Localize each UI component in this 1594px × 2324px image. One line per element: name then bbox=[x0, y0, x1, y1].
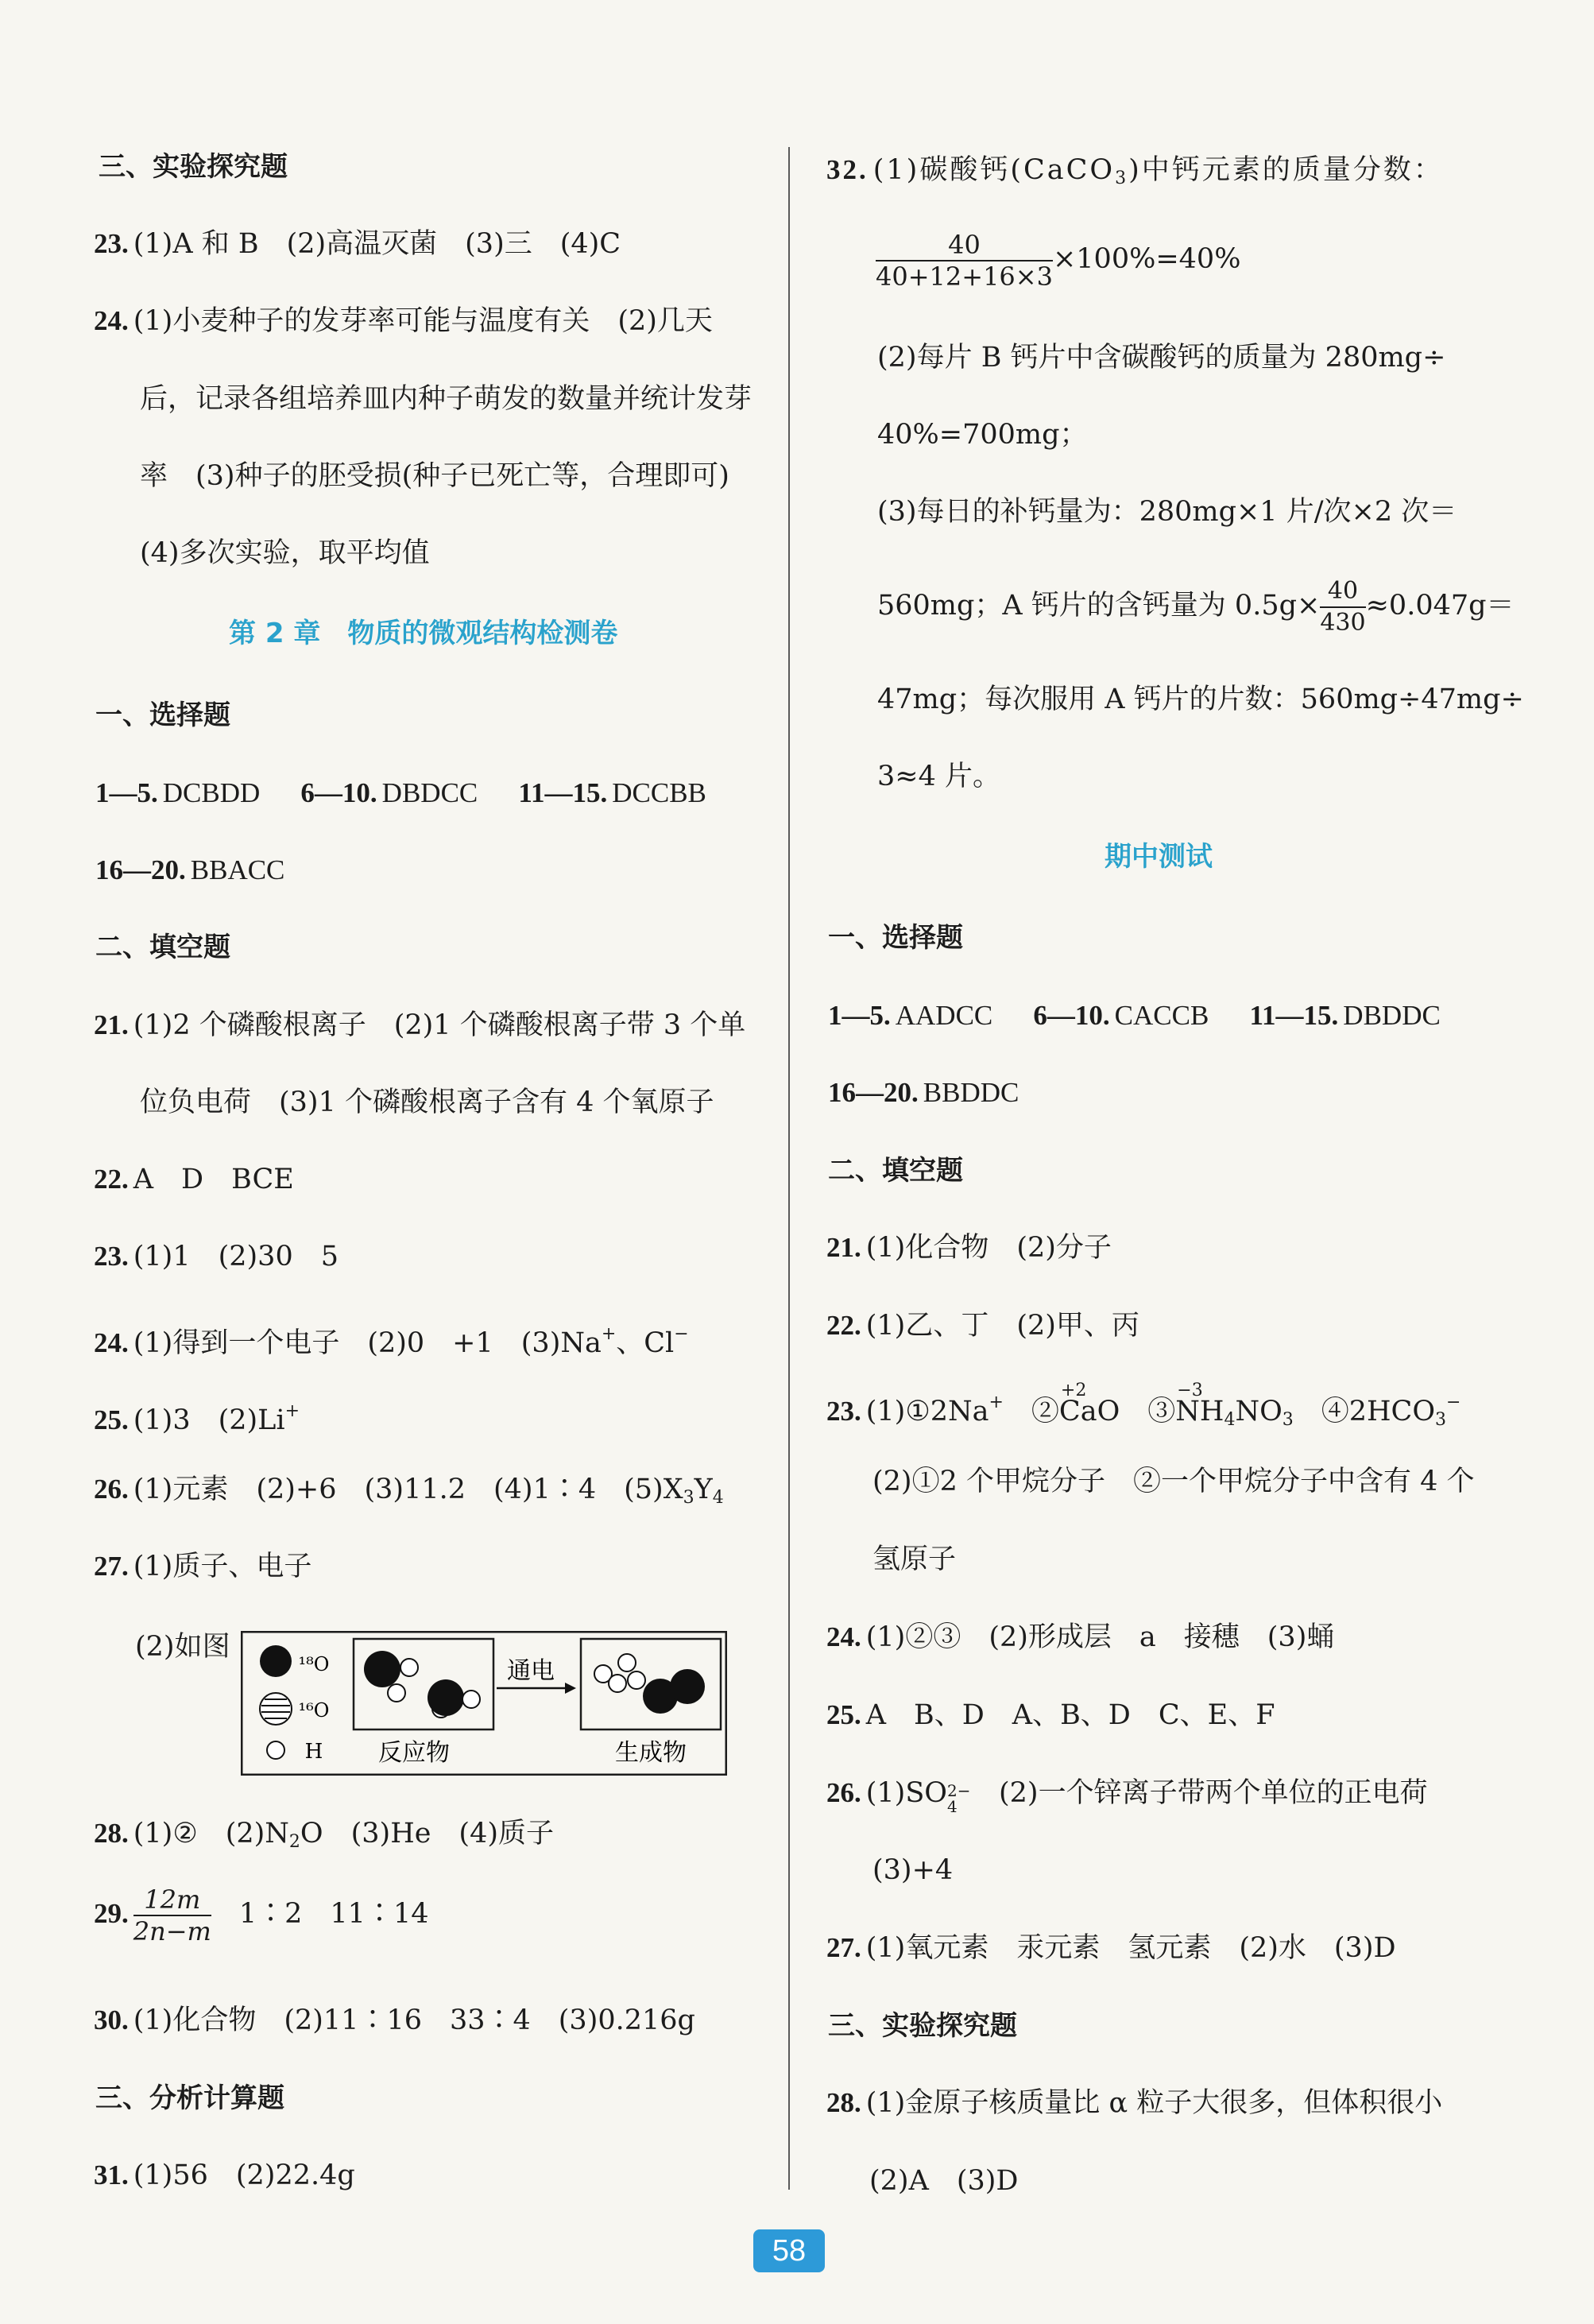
answer-21 bbox=[826, 1229, 1112, 1267]
oxidation-state bbox=[1058, 1381, 1120, 1431]
h-atom-icon bbox=[267, 1741, 284, 1759]
answer-text: (1)2 个磷酸根离子 (2)1 个磷酸根离子带 3 个单 bbox=[133, 1009, 746, 1041]
answer-23-line3: 氢原子 bbox=[872, 1544, 957, 1575]
question-number: 21. bbox=[94, 1009, 129, 1040]
answer-23 bbox=[94, 225, 621, 263]
fraction-denominator: 430 bbox=[1320, 608, 1366, 637]
answer-25 bbox=[94, 1392, 300, 1439]
answer-text: O (3)He (4)质子 bbox=[300, 1818, 555, 1850]
question-number: 25. bbox=[826, 1699, 861, 1730]
answer-text: ④2HCO bbox=[1293, 1396, 1436, 1427]
answer-text: (1)化合物 (2)分子 bbox=[865, 1232, 1112, 1264]
answer-27 bbox=[826, 1929, 1396, 1967]
answer-text: (1)碳酸钙(CaCO bbox=[872, 154, 1116, 186]
question-number: 28. bbox=[826, 2087, 861, 2118]
answer-28-line2: (2)A (3)D bbox=[869, 2165, 1019, 2197]
fraction-numerator: 40 bbox=[1320, 576, 1365, 608]
answer-27 bbox=[94, 1547, 311, 1586]
answer-29 bbox=[94, 1882, 428, 1946]
fraction bbox=[1320, 576, 1365, 638]
question-number: 23. bbox=[94, 1241, 129, 1272]
range-label: 6—10. bbox=[300, 777, 377, 808]
ion-charge bbox=[947, 1781, 971, 1816]
answer-text: (1)1 (2)30 5 bbox=[133, 1241, 339, 1272]
fraction bbox=[133, 1884, 211, 1946]
answer-text: BBACC bbox=[190, 854, 285, 885]
answer-text: 1∶2 11∶14 bbox=[211, 1898, 429, 1930]
question-number: 22. bbox=[94, 1164, 129, 1195]
charge-sup: + bbox=[989, 1392, 1004, 1412]
answer-24-line2: 后，记录各组培养皿内种子萌发的数量并统计发芽 bbox=[140, 383, 753, 415]
subscript: 4 bbox=[1224, 1410, 1236, 1430]
answer-text: (1)乙、丁 (2)甲、丙 bbox=[865, 1310, 1139, 1342]
answer-text: )中钙元素的质量分数： bbox=[1128, 154, 1444, 186]
answer-text: (1)3 (2)Li bbox=[133, 1404, 285, 1436]
question-number: 24. bbox=[94, 1327, 129, 1358]
answer-31 bbox=[94, 2156, 355, 2194]
range-label: 1—5. bbox=[828, 1000, 891, 1031]
page-number-badge: 58 bbox=[753, 2229, 825, 2272]
question-number: 22. bbox=[826, 1310, 861, 1341]
answer-32-line8: 3≈4 片。 bbox=[877, 761, 1000, 792]
answer-text: DCBDD bbox=[162, 777, 261, 808]
o18-atom-icon bbox=[260, 1645, 292, 1677]
answer-mc-16-20 bbox=[95, 851, 284, 889]
fraction-numerator: 12m bbox=[133, 1884, 211, 1916]
reactant-label: 反应物 bbox=[378, 1739, 450, 1767]
answer-text: CACCB bbox=[1114, 1000, 1209, 1031]
section-choice: 一、选择题 bbox=[95, 699, 230, 731]
o16-atom-icon bbox=[260, 1693, 292, 1725]
question-number: 24. bbox=[94, 305, 129, 336]
answer-text: NH bbox=[1175, 1396, 1225, 1427]
subscript: 2 bbox=[288, 1832, 300, 1852]
answer-28 bbox=[826, 2084, 1442, 2122]
question-number: 32. bbox=[826, 154, 869, 185]
answer-21-line2: 位负电荷 (3)1 个磷酸根离子含有 4 个氧原子 bbox=[140, 1086, 714, 1118]
answer-text: (2)一个锌离子带两个单位的正电荷 bbox=[971, 1777, 1428, 1809]
subscript: 3 bbox=[683, 1488, 694, 1508]
charge-sup: 2− bbox=[947, 1781, 971, 1800]
answer-text: (1)② (2)N bbox=[133, 1818, 289, 1850]
answer-mc-1-15 bbox=[828, 997, 1441, 1035]
answer-26 bbox=[94, 1470, 724, 1517]
answer-text: ③ bbox=[1120, 1396, 1176, 1427]
electrolysis-diagram bbox=[241, 1631, 727, 1776]
question-number: 31. bbox=[94, 2159, 129, 2190]
answer-30 bbox=[94, 2001, 695, 2039]
question-number: 29. bbox=[94, 1898, 129, 1929]
answer-22 bbox=[94, 1160, 294, 1199]
answer-text: (1)金原子核质量比 α 粒子大很多，但体积很小 bbox=[865, 2087, 1443, 2119]
answer-text: (1)56 (2)22.4g bbox=[133, 2159, 355, 2191]
answer-mc-16-20 bbox=[828, 1074, 1019, 1112]
answer-32-line3: (2)每片 B 钙片中含碳酸钙的质量为 280mg÷ bbox=[877, 342, 1446, 374]
answer-text: DBDDC bbox=[1343, 1000, 1441, 1031]
question-number: 23. bbox=[826, 1396, 861, 1427]
range-label: 1—5. bbox=[95, 777, 158, 808]
answer-text: AADCC bbox=[895, 1000, 993, 1031]
answer-text: (1)A 和 B (2)高温灭菌 (3)三 (4)C bbox=[133, 228, 621, 260]
question-number: 27. bbox=[94, 1551, 129, 1582]
answer-text: 、Cl bbox=[616, 1327, 675, 1359]
charge-sup: − bbox=[1446, 1392, 1461, 1412]
fraction-numerator: 40 bbox=[876, 230, 1053, 261]
answer-mc-1-15 bbox=[95, 774, 706, 812]
product-label: 生成物 bbox=[615, 1739, 687, 1767]
question-number: 28. bbox=[94, 1818, 129, 1849]
answer-text: ≈0.047g＝ bbox=[1365, 590, 1515, 622]
answer-26 bbox=[826, 1774, 1428, 1816]
fraction-denominator: 2n−m bbox=[133, 1915, 211, 1946]
range-label: 6—10. bbox=[1033, 1000, 1110, 1031]
answer-24-line1 bbox=[94, 302, 713, 340]
answer-text: BBDDC bbox=[923, 1077, 1019, 1108]
charge-sup: + bbox=[601, 1324, 617, 1344]
answer-text: NO bbox=[1235, 1396, 1283, 1427]
answer-text: (1)元素 (2)+6 (3)11.2 (4)1∶4 (5)X bbox=[133, 1474, 683, 1505]
answer-23-line2: (2)①2 个甲烷分子 ②一个甲烷分子中含有 4 个 bbox=[872, 1466, 1475, 1497]
fraction bbox=[876, 230, 1053, 292]
answer-text: (1)小麦种子的发芽率可能与温度有关 (2)几天 bbox=[133, 305, 713, 337]
answer-text: (1)②③ (2)形成层 a 接穗 (3)蛹 bbox=[865, 1621, 1335, 1653]
legend-o18-label: ¹⁸O bbox=[298, 1653, 330, 1675]
answer-text: ×100%=40% bbox=[1052, 243, 1241, 275]
reactant-molecule-1 bbox=[364, 1651, 418, 1702]
answer-26-line2: (3)+4 bbox=[872, 1854, 954, 1886]
answer-text: ② bbox=[1003, 1396, 1059, 1427]
answer-32-line4: 40%=700mg； bbox=[877, 419, 1088, 451]
answer-25 bbox=[826, 1696, 1275, 1734]
range-label: 16—20. bbox=[828, 1077, 919, 1108]
answer-24-line3: 率 (3)种子的胚受损(种子已死亡等，合理即可) bbox=[140, 460, 729, 492]
charge-sup: − bbox=[674, 1324, 689, 1344]
product-oxygen bbox=[643, 1669, 705, 1714]
oxidation-number: +2 bbox=[1060, 1381, 1087, 1400]
section-experiment: 三、实验探究题 bbox=[828, 2010, 1017, 2042]
subscript: 3 bbox=[1435, 1410, 1447, 1430]
answer-text: (1)化合物 (2)11∶16 33∶4 (3)0.216g bbox=[133, 2004, 695, 2036]
question-number: 25. bbox=[94, 1404, 129, 1435]
question-number: 26. bbox=[826, 1777, 861, 1808]
midterm-title: 期中测试 bbox=[1105, 841, 1213, 873]
answer-32-line2 bbox=[876, 227, 1240, 292]
answer-27-line2: (2)如图 bbox=[135, 1631, 230, 1663]
subscript: 3 bbox=[1282, 1410, 1294, 1430]
answer-32-line6 bbox=[877, 574, 1515, 638]
answer-text: (1)①2Na bbox=[865, 1396, 989, 1427]
answer-21-line1 bbox=[94, 1006, 745, 1044]
answer-24b bbox=[94, 1315, 689, 1362]
answer-text: (1)SO bbox=[865, 1777, 947, 1809]
charge-sup: + bbox=[284, 1401, 300, 1421]
answer-32-line7: 47mg；每次服用 A 钙片的片数：560mg÷47mg÷ bbox=[877, 684, 1524, 715]
answer-text: DBDCC bbox=[381, 777, 478, 808]
column-divider bbox=[788, 147, 790, 2190]
answer-text: (1)得到一个电子 (2)0 +1 (3)Na bbox=[133, 1327, 602, 1359]
answer-28 bbox=[94, 1815, 554, 1861]
arrow-label: 通电 bbox=[507, 1657, 555, 1685]
section-choice: 一、选择题 bbox=[828, 922, 963, 954]
answer-text: 560mg；A 钙片的含钙量为 0.5g× bbox=[877, 590, 1321, 622]
section-fill: 二、填空题 bbox=[828, 1155, 963, 1187]
product-hydrogen bbox=[594, 1654, 645, 1692]
subscript: 4 bbox=[947, 1797, 958, 1816]
question-number: 23. bbox=[94, 228, 129, 259]
chapter-title: 第 2 章 物质的微观结构检测卷 bbox=[229, 618, 618, 649]
question-number: 27. bbox=[826, 1932, 861, 1963]
answer-24 bbox=[826, 1618, 1334, 1656]
legend-h-label: H bbox=[304, 1740, 323, 1764]
section-fill: 二、填空题 bbox=[95, 932, 230, 963]
answer-text: Y bbox=[694, 1474, 713, 1505]
subscript: 4 bbox=[712, 1488, 724, 1508]
question-number: 24. bbox=[826, 1621, 861, 1652]
range-label: 11—15. bbox=[1249, 1000, 1339, 1031]
answer-text: CaO bbox=[1058, 1396, 1120, 1427]
answer-text: A B、D A、B、D C、E、F bbox=[865, 1699, 1275, 1731]
answer-22 bbox=[826, 1307, 1139, 1345]
oxidation-number: −3 bbox=[1177, 1381, 1203, 1400]
reactant-molecule-2 bbox=[428, 1679, 480, 1718]
question-number: 26. bbox=[94, 1474, 129, 1505]
section-calculation: 三、分析计算题 bbox=[95, 2082, 284, 2114]
answer-32-line1 bbox=[826, 151, 1444, 198]
range-label: 11—15. bbox=[518, 777, 608, 808]
oxidation-state bbox=[1175, 1381, 1225, 1431]
question-number: 21. bbox=[826, 1232, 861, 1263]
subscript: 3 bbox=[1115, 168, 1129, 188]
answer-text: (1)氧元素 汞元素 氢元素 (2)水 (3)D bbox=[865, 1932, 1396, 1964]
answer-23 bbox=[826, 1381, 1461, 1439]
fraction-denominator: 40+12+16×3 bbox=[876, 261, 1053, 292]
answer-text: DCCBB bbox=[612, 777, 706, 808]
answer-text: A D BCE bbox=[133, 1164, 294, 1195]
question-number: 30. bbox=[94, 2004, 129, 2035]
section-experiment: 三、实验探究题 bbox=[99, 151, 288, 183]
answer-text: (1)质子、电子 bbox=[133, 1551, 312, 1582]
range-label: 16—20. bbox=[95, 854, 186, 885]
answer-32-line5: (3)每日的补钙量为：280mg×1 片/次×2 次＝ bbox=[877, 496, 1457, 528]
legend-o16-label: ¹⁶O bbox=[298, 1699, 330, 1722]
answer-23b bbox=[94, 1238, 339, 1276]
answer-24-line4: (4)多次实验，取平均值 bbox=[140, 537, 430, 569]
